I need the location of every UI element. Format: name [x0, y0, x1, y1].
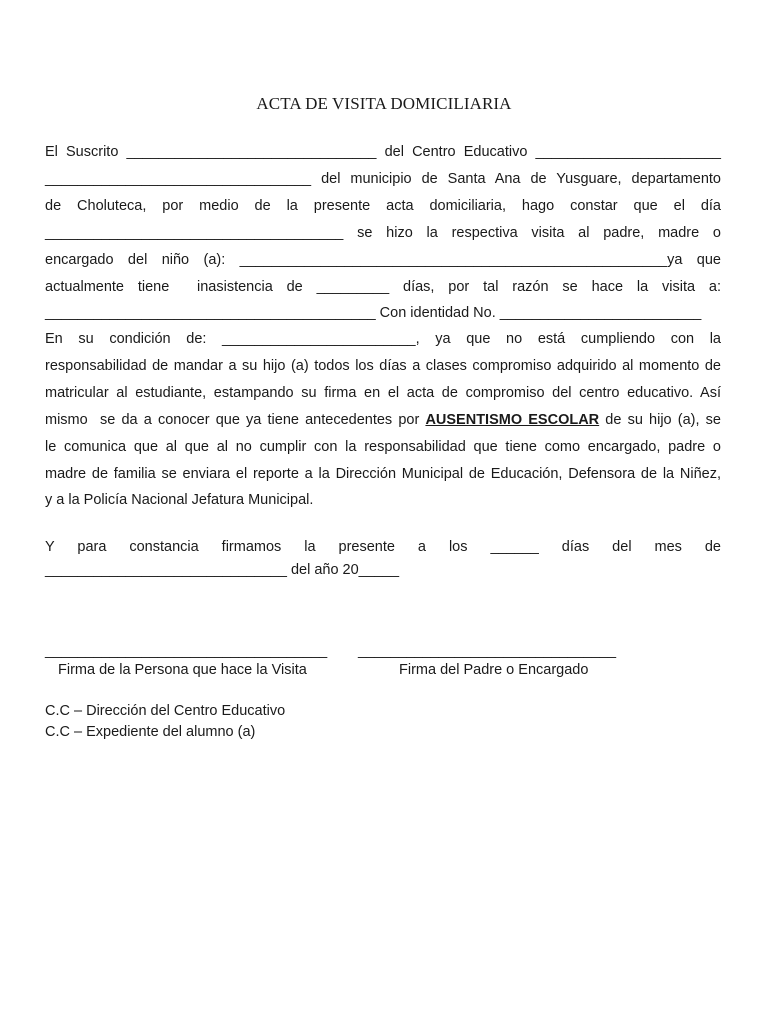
body-text: mismo se da a conocer que ya tiene antecedentes por: [45, 412, 426, 428]
body-line: _____________________________________ se hizo la respectiva visita al padre, madre o: [45, 225, 721, 241]
body-line: _________________________________________ Con identidad No. _________________________: [45, 305, 702, 321]
body-line: _________________________________ del municipio de Santa Ana de Yusguare, departamento: [45, 171, 721, 187]
body-line: En su condición de: ________________________, ya que no está cumpliendo con la: [45, 331, 721, 347]
body-line: matricular al estudiante, estampando su firma en el acta de compromiso del centro educativo. Así: [45, 385, 721, 401]
body-line: y a la Policía Nacional Jefatura Municipal.: [45, 492, 314, 508]
document-title: ACTA DE VISITA DOMICILIARIA: [256, 94, 512, 113]
ausentismo-escolar-emphasis: AUSENTISMO ESCOLAR: [425, 412, 600, 428]
body-line-ausentismo: [45, 410, 721, 430]
body-line: actualmente tiene inasistencia de _________ días, por tal razón se hace la visita a:: [45, 279, 721, 295]
body-line: madre de familia se enviara el reporte a la Dirección Municipal de Educación, Defensora de la Niñez,: [45, 466, 721, 482]
cc-line: C.C – Dirección del Centro Educativo: [45, 703, 286, 719]
signature-label-parent: Firma del Padre o Encargado: [399, 662, 589, 678]
body-text: de su hijo (a), se: [599, 412, 721, 428]
signature-label-visitor: Firma de la Persona que hace la Visita: [58, 662, 307, 678]
body-line: le comunica que al que al no cumplir con la responsabilidad que tiene como encargado, padre o: [45, 439, 721, 455]
body-line: El Suscrito _______________________________ del Centro Educativo _______________________: [45, 144, 721, 160]
body-line: de Choluteca, por medio de la presente acta domiciliaria, hago constar que el día: [45, 198, 721, 214]
closing-line: Y para constancia firmamos la presente a los ______ días del mes de: [45, 539, 721, 555]
body-line: encargado del niño (a): _____________________________________________________ya que: [45, 252, 721, 268]
signature-line-parent: ________________________________: [358, 643, 617, 659]
closing-line: ______________________________ del año 20_____: [45, 562, 400, 578]
signature-line-visitor: ___________________________________: [45, 643, 328, 659]
body-line: responsabilidad de mandar a su hijo (a) todos los días a clases compromiso adquirido al momento de: [45, 358, 721, 374]
cc-line: C.C – Expediente del alumno (a): [45, 724, 256, 740]
